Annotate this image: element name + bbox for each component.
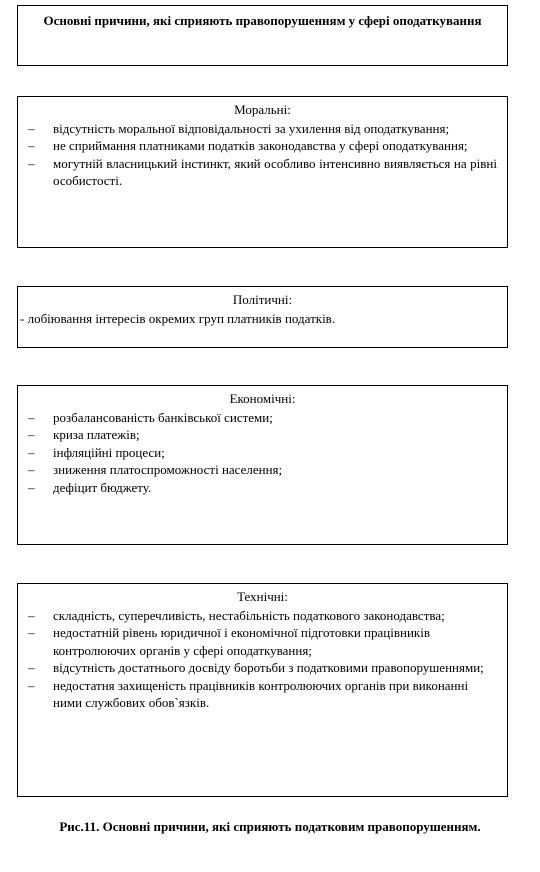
category-economic-list	[28, 409, 497, 497]
category-political-heading: Політичні:	[232, 292, 293, 307]
figure-caption: Рис.11. Основні причини, які сприяють податковим правопорушенням.	[59, 819, 481, 834]
diagram-title: Основні причини, які сприяють правопорушенням у сфері оподаткування	[43, 13, 482, 28]
list-item-text: складність, суперечливість, нестабільність податкового законодавства;	[53, 607, 445, 623]
list-item	[28, 624, 497, 659]
category-economic-box	[17, 385, 508, 545]
bullet-dash: –	[28, 444, 35, 460]
list-item-text: недостатній рівень юридичної і економічної підготовки працівників контролюючих органів у сфері оподаткування;	[53, 625, 430, 658]
category-technical-heading: Технічні:	[237, 589, 288, 604]
list-item	[28, 409, 497, 427]
list-item-text: недостатня захищеність працівників контролюючих органів при виконанні ними службових обов`язків.	[53, 677, 469, 710]
bullet-dash: –	[28, 462, 35, 477]
list-item	[28, 461, 497, 479]
bullet-dash: –	[28, 660, 35, 675]
category-economic-heading: Економічні:	[229, 391, 296, 406]
category-moral-box	[17, 96, 508, 248]
bullet-dash: –	[28, 409, 35, 425]
list-item-text: не сприймання платниками податків законодавства у сфері оподаткування;	[53, 138, 468, 153]
bullet-dash: –	[28, 138, 35, 153]
list-item	[28, 155, 497, 190]
list-item: - лобіювання інтересів окремих груп платників податків.	[20, 310, 336, 326]
bullet-dash: –	[28, 677, 35, 693]
bullet-dash: –	[28, 625, 35, 640]
bullet-dash: –	[28, 427, 35, 442]
list-item-text: могутній власницький інстинкт, який особливо інтенсивно виявляється на рівні особистості.	[53, 155, 497, 188]
list-item-text: дефіцит бюджету.	[53, 479, 152, 495]
category-technical-list	[28, 607, 497, 712]
category-political-box	[17, 286, 508, 348]
bullet-dash: –	[28, 120, 35, 136]
list-item	[28, 607, 497, 625]
list-item	[28, 426, 497, 444]
list-item	[28, 677, 497, 712]
bullet-dash: –	[28, 607, 35, 623]
category-technical-box	[17, 583, 508, 797]
list-item	[28, 444, 497, 462]
category-moral-list	[28, 120, 497, 190]
list-item-text: криза платежів;	[53, 427, 140, 442]
list-item	[28, 479, 497, 497]
list-item-text: розбалансованість банківської системи;	[53, 409, 273, 425]
list-item-text: інфляційні процеси;	[53, 444, 165, 460]
list-item	[28, 137, 497, 155]
diagram-title-box	[17, 5, 508, 66]
list-item	[28, 659, 497, 677]
list-item-text: зниження платоспроможності населення;	[53, 462, 283, 477]
list-item-text: відсутність моральної відповідальності за ухилення від оподаткування;	[53, 120, 450, 136]
list-item-text: відсутність достатнього досвіду боротьби з податковими правопорушеннями;	[53, 660, 484, 675]
list-item	[28, 120, 497, 138]
category-moral-heading: Моральні:	[234, 102, 291, 117]
bullet-dash: –	[28, 479, 35, 495]
bullet-dash: –	[28, 155, 35, 171]
